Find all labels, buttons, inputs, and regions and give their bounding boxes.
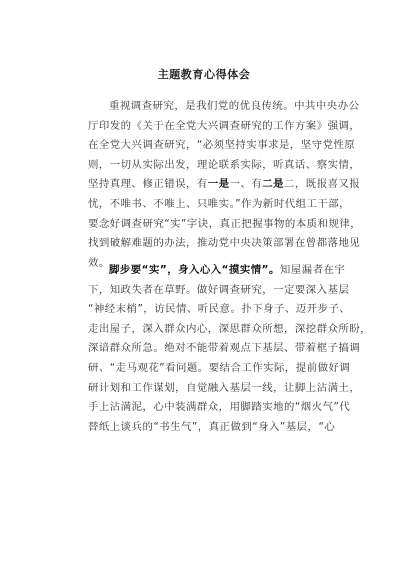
paragraph-line: 深谙群众所急。绝对不能带着观点下基层、带着框子搞调: [88, 342, 361, 355]
paragraph-line: 在全党大兴调查研究，“必须坚持实事求是，坚守党性原: [88, 139, 356, 152]
paragraph-line: [88, 97, 360, 117]
paragraph-line: “神经末梢”，访民情、听民意。扑下身子、迈开步子、: [88, 303, 351, 316]
emphasis-text: 一是: [207, 178, 230, 191]
paragraph-1: [88, 97, 362, 273]
paragraph-text: 一、有: [229, 178, 263, 191]
paragraph-line: 替纸上谈兵的“书生气”，真正做到“身入”基层，“心: [88, 420, 336, 433]
paragraph-line: 研计划和工作谋划，自觉融入基层一线，让脚上沾满土，: [88, 381, 361, 394]
paragraph-line: 要念好调查研究“实”字诀，真正把握事物的本质和规律，: [88, 217, 362, 230]
paragraph-line: 厅印发的《关于在全党大兴调查研究的工作方案》强调，: [88, 119, 361, 132]
document-title: 主题教育心得体会: [157, 68, 251, 81]
paragraph-2: [88, 261, 372, 437]
paragraph-text: 重视调查研究，是我们党的优良传统。中共中央办公: [109, 100, 360, 112]
paragraph-line: 则，一切从实际出发，理论联系实际，听真话、察实情，: [88, 158, 361, 171]
paragraph-line: 走出屋子，深入群众内心，深思群众所想，深挖群众所盼，: [88, 322, 372, 335]
paragraph-line: [88, 261, 346, 281]
paragraph-line: 效。: [88, 256, 110, 269]
paragraph-text: 知屋漏者在宇: [279, 264, 346, 276]
section-heading: 脚步要“实”，身入心入“摸实情”。: [109, 264, 280, 276]
paragraph-line: [88, 175, 361, 195]
paragraph-line: 找到破解难题的办法，推动党中央决策部署在曾都落地见: [88, 237, 361, 250]
paragraph-line: 手上沾满泥，心中装满群众，用脚踏实地的“烟火气”代: [88, 401, 351, 414]
paragraph-line: 忧，不唯书、不唯上、只唯实。”作为新时代组工干部，: [88, 197, 351, 210]
paragraph-text: 坚持真理、修正错误，有: [88, 178, 208, 191]
paragraph-line: 下，知政失者在草野。做好调查研究，一定要深入基层: [88, 283, 350, 296]
paragraph-line: 研、“走马观花”看问题。要结合工作实际，提前做好调: [88, 361, 351, 374]
emphasis-text: 二是: [262, 178, 285, 191]
paragraph-text: 二，既报喜又报: [284, 178, 361, 191]
